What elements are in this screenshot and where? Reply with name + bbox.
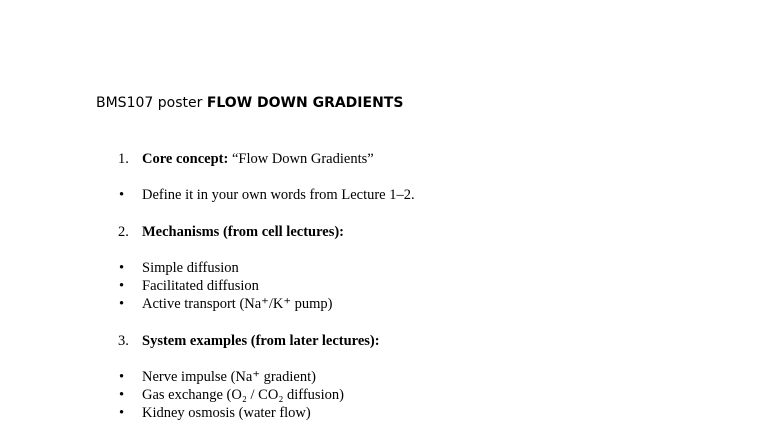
section-1-label: Core concept: [142, 151, 229, 167]
section-3-number: 3. [118, 333, 129, 349]
section-1-text: “Flow Down Gradients” [231, 151, 374, 167]
bullet-icon: • [119, 187, 125, 203]
bullet-icon: • [119, 387, 125, 403]
list-item-text: Nerve impulse (Na⁺ gradient) [142, 369, 316, 385]
bullet-icon: • [119, 296, 125, 312]
list-item-text: Kidney osmosis (water flow) [142, 405, 311, 421]
section-2-label: Mechanisms (from cell lectures): [142, 224, 344, 240]
section-3-label: System examples (from later lectures): [142, 333, 380, 349]
list-item-text: Active transport (Na⁺/K⁺ pump) [142, 296, 333, 312]
list-item-text: Simple diffusion [142, 260, 239, 276]
bullet-icon: • [119, 260, 125, 276]
heading-title: FLOW DOWN GRADIENTS [206, 95, 404, 111]
section-2-number: 2. [118, 224, 129, 240]
list-item-text: Facilitated diffusion [142, 278, 259, 294]
bullet-icon: • [119, 369, 125, 385]
section-1-number: 1. [118, 151, 129, 167]
document-heading [96, 94, 403, 112]
bullet-icon: • [119, 278, 125, 294]
list-item-text: Gas exchange (O₂ / CO₂ diffusion) [142, 387, 344, 403]
heading-prefix: BMS107 poster [96, 95, 203, 111]
bullet-icon: • [119, 405, 125, 421]
list-item-text: Define it in your own words from Lecture 1–2. [142, 187, 415, 203]
